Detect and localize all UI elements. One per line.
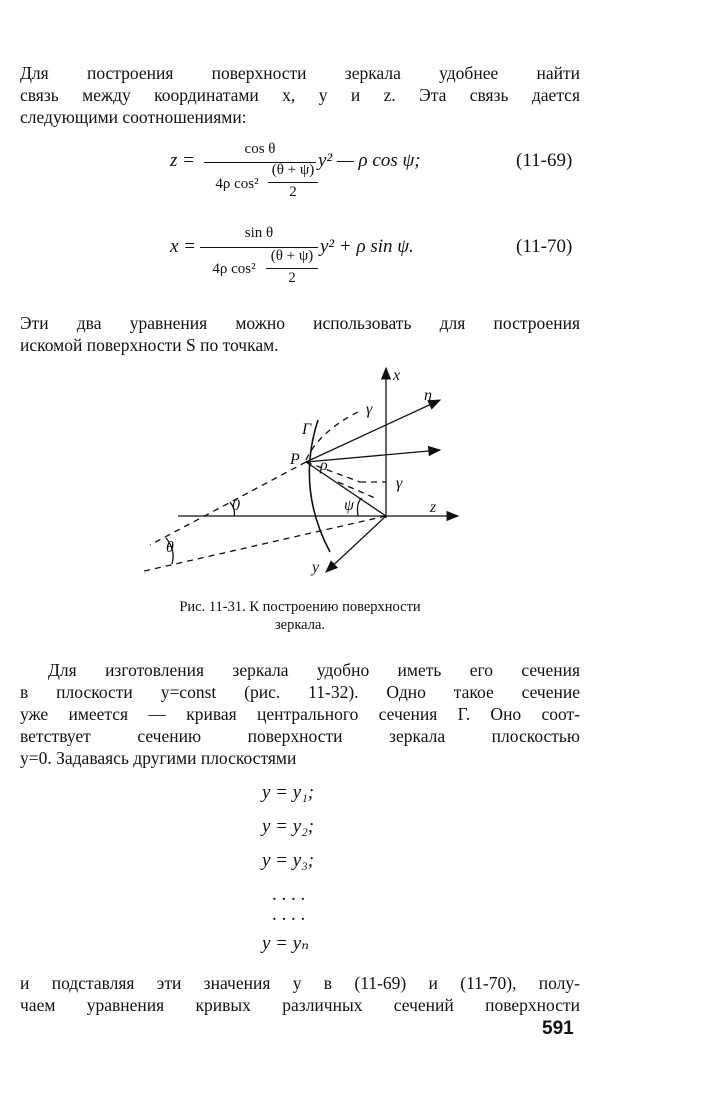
figure-caption — [120, 598, 480, 634]
y-list-item: . . . . — [272, 904, 306, 925]
eq1-numerator: cos θ — [244, 141, 276, 157]
text-line: связь между координатами x, y и z. Эта связь дается — [20, 85, 580, 105]
eq2-inner-denominator: 2 — [288, 270, 296, 286]
y-list-item: y = y₁; — [262, 782, 315, 803]
eq1-label: (11-69) — [516, 150, 573, 171]
text-line: уже имеется — кривая центрального сечения Г. Оно соот- — [20, 704, 580, 724]
eq1-inner-denominator: 2 — [289, 184, 297, 200]
label-psi: ψ — [344, 497, 354, 514]
label-theta: θ — [166, 539, 174, 556]
y-list-item: y = y₂; — [262, 816, 315, 837]
eq2-inner-numerator: (θ + ψ) — [270, 248, 314, 264]
label-gamma1: γ — [366, 401, 373, 418]
label-eta: η — [424, 387, 432, 404]
eq2-label: (11-70) — [516, 236, 573, 257]
dashed-c — [306, 462, 360, 482]
figure-11-31 — [0, 360, 703, 600]
label-y: y — [312, 559, 320, 576]
text-line: Для изготовления зеркала удобно иметь его сечения — [48, 660, 580, 680]
psi-arc — [358, 498, 363, 516]
text-line: искомой поверхности S по точкам. — [20, 335, 279, 355]
label-gamma2: γ — [396, 475, 403, 492]
eq2-numerator: sin θ — [244, 225, 274, 241]
y-list-item: y = y₃; — [262, 850, 315, 871]
eq2-inner-bar — [266, 268, 318, 269]
eq1-inner-bar — [268, 182, 318, 183]
paragraph-1 — [20, 62, 580, 128]
label-P: P — [290, 451, 300, 468]
eq1-denominator-left: 4ρ cos² — [215, 176, 259, 192]
dashed-a — [150, 462, 306, 545]
y-list-item: y = yₙ — [262, 933, 309, 954]
paragraph-3 — [20, 659, 580, 769]
text-line: Эти два уравнения можно использовать для построения — [20, 313, 580, 333]
dashed-b — [140, 516, 386, 572]
eq2-lhs: x = — [170, 236, 197, 257]
caption-line: зеркала. — [274, 617, 326, 633]
text-line: и подставляя эти значения y в (11-69) и (11-70), полу- — [20, 973, 580, 993]
label-x: x — [393, 367, 401, 384]
caption-line: Рис. 11-31. К построению поверхности — [179, 599, 421, 615]
y-list — [262, 782, 314, 966]
label-gamma-big: Г — [302, 421, 312, 438]
y-list-item: . . . . — [272, 884, 306, 905]
eq1-inner-numerator: (θ + ψ) — [271, 162, 315, 178]
text-line: следующими соотношениями: — [20, 107, 247, 127]
eq2-rhs: y² + ρ sin ψ. — [320, 236, 414, 257]
eq1-rhs: y² — ρ cos ψ; — [318, 150, 421, 171]
text-line: чаем уравнения кривых различных сечений поверхности — [20, 995, 580, 1015]
eq1-lhs: z = — [170, 150, 195, 171]
text-line: ветствует сечению поверхности зеркала плоскостью — [20, 726, 580, 746]
text-line: Для построения поверхности зеркала удобнее найти — [20, 63, 580, 83]
text-line: в плоскости y=const (рис. 11-32). Одно такое сечение — [20, 682, 580, 702]
y-axis — [326, 516, 386, 572]
eta-ray — [306, 400, 440, 462]
label-z: z — [430, 499, 437, 516]
paragraph-4 — [20, 972, 580, 1016]
eq2-denominator-left: 4ρ cos² — [212, 261, 256, 277]
paragraph-2 — [20, 312, 580, 356]
label-zero: 0 — [232, 497, 240, 514]
label-rho: ρ — [320, 457, 328, 474]
text-line: y=0. Задаваясь другими плоскостями — [20, 748, 297, 768]
page-number: 591 — [542, 1018, 574, 1039]
